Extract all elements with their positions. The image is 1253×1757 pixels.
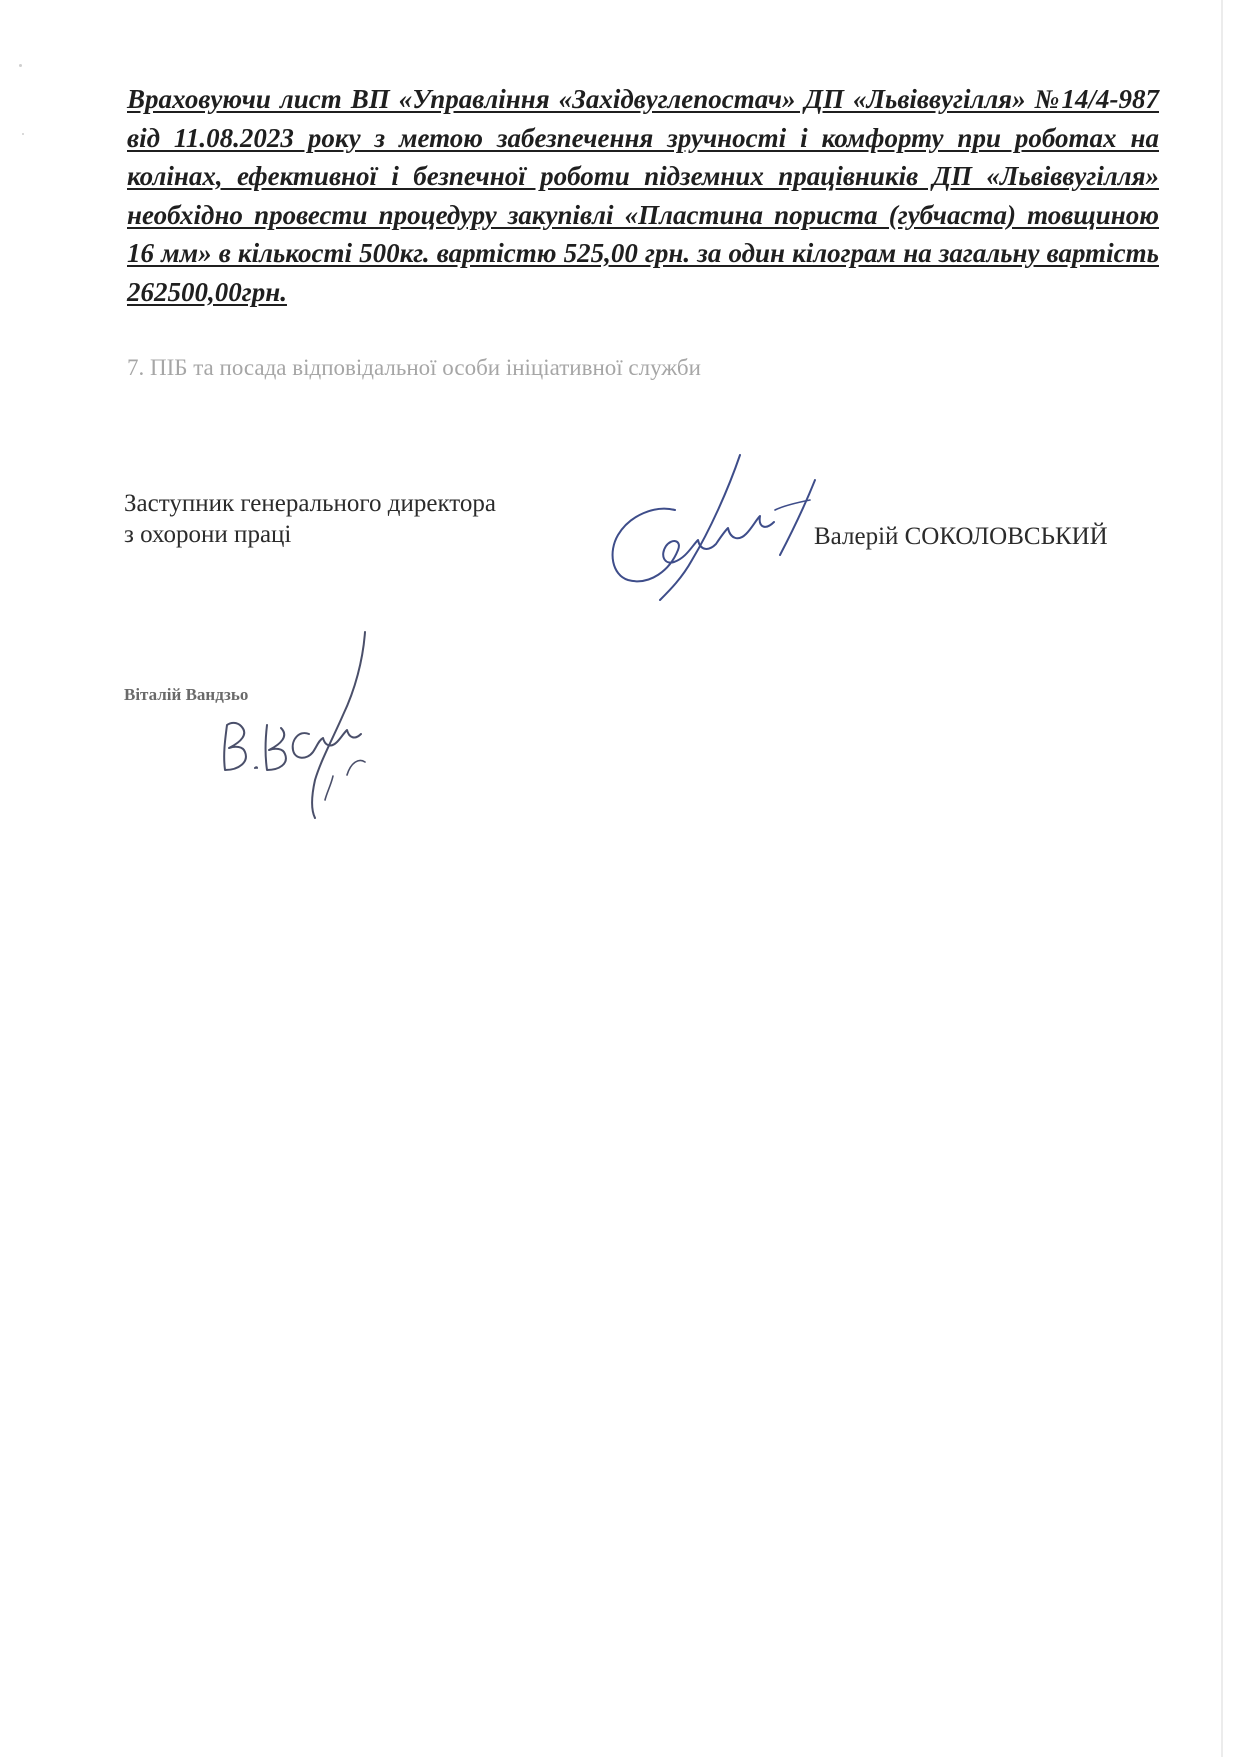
signer-position [124,488,496,550]
justification-paragraph: Враховуючи лист ВП «Управління «Західвуглепостач» ДП «Львіввугілля» №14/4-987 від 11.08.2023 року з метою забезпечення зручності і комфорту при роботах на колінах, ефективної і безпечної роботи підземних працівників ДП «Львіввугілля» необхідно провести процедуру закупівлі «Пластина пориста (губчаста) товщиною 16 мм» в кількості 500кг. вартістю 525,00 грн. за один кілограм на загальну вартість 262500,00грн. [127,84,1159,307]
author-signature [215,630,395,830]
section-7-title: 7. ПІБ та посада відповідальної особи ініціативної служби [127,355,701,380]
page-edge-shadow [1221,0,1223,1757]
signer-position-line-2: з охорони праці [124,521,292,548]
signer-position-line-1: Заступник генерального директора [124,490,496,517]
scan-speck [19,64,22,67]
director-signature [600,450,830,610]
scan-speck [22,133,24,135]
author-name: Віталій Вандзьо [124,685,249,704]
signer-name: Валерій СОКОЛОВСЬКИЙ [814,523,1108,550]
